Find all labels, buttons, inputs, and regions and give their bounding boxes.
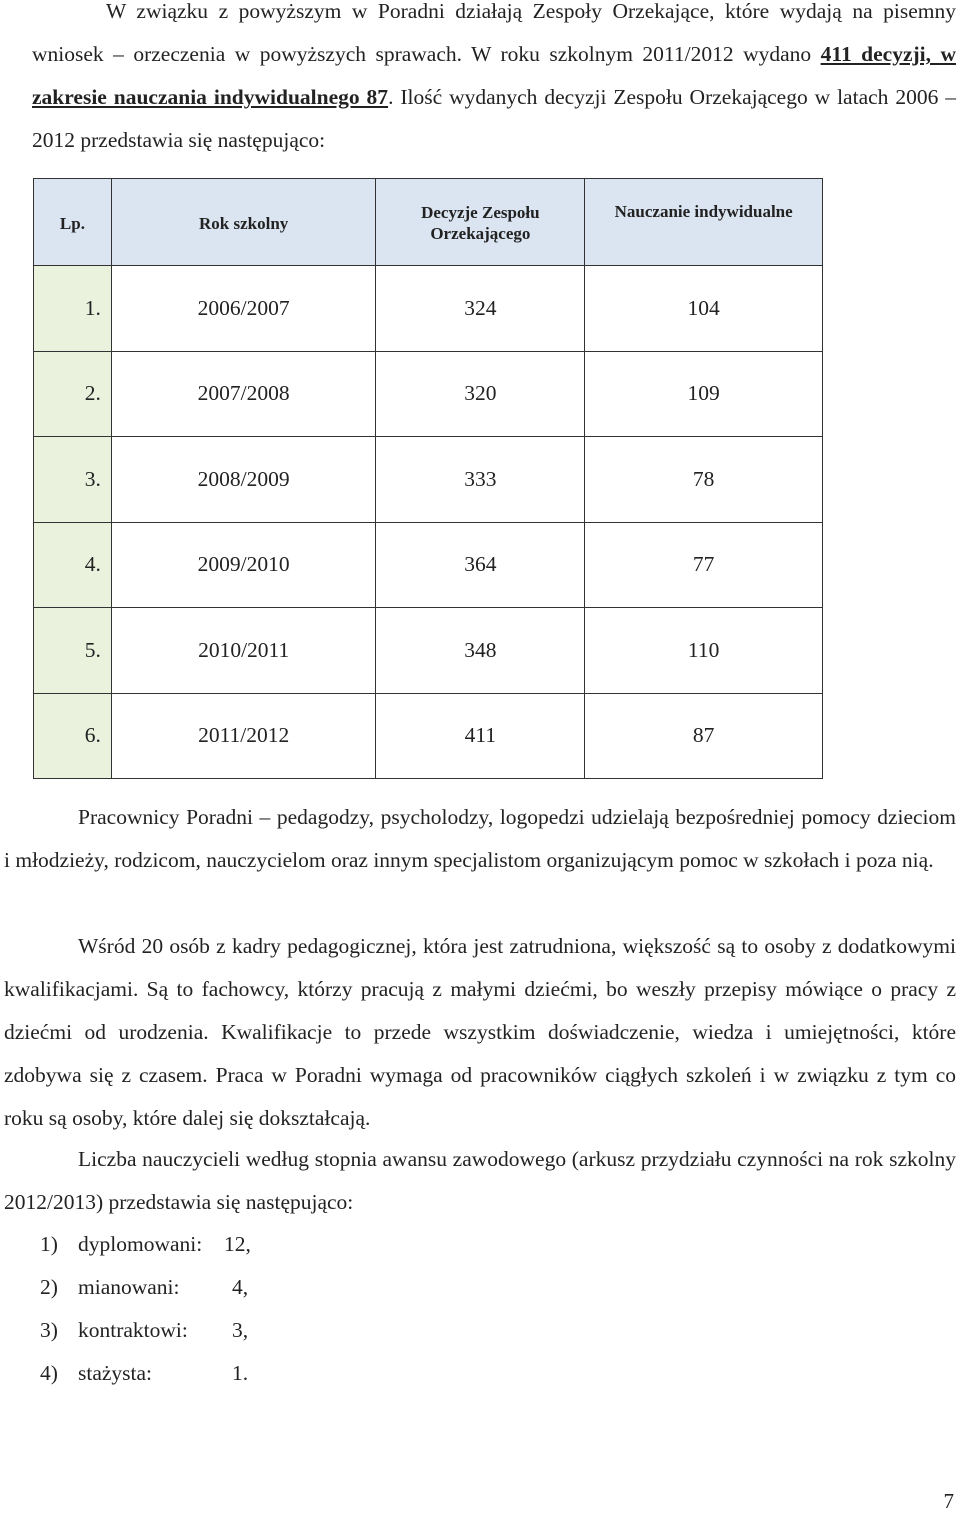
- cell-individual: 77: [585, 522, 823, 608]
- cell-year: 2006/2007: [111, 266, 376, 352]
- header-decisions-label: Decyzje Zespołu Orzekającego: [421, 203, 540, 243]
- paragraph-qualifications: Wśród 20 osób z kadry pedagogicznej, która jest zatrudniona, większość są to osoby z dodatkowymi kwalifikacjami. Są to fachowcy, którzy pracują z małymi dziećmi, bo weszły przepisy mówiące o pracy z dziećmi od urodzenia. Kwalifikacje to przede wszystkim doświadczenie, wiedza i umiejętności, które zdobywa się z czasem. Praca w Poradni wymaga od pracowników ciągłych szkoleń i w związku z tym co roku są osoby, które dalej się dokształcają.: [4, 934, 956, 1130]
- list-item: [40, 1223, 251, 1266]
- cell-lp: 6.: [34, 693, 112, 779]
- list-item-number: 4): [40, 1361, 58, 1385]
- cell-decisions: 324: [376, 266, 585, 352]
- list-item-number: 3): [40, 1318, 58, 1342]
- para1-text-after: . Ilość wydanych decyzji Zespołu Orzekającego w latach 2006 – 2012 przedstawia się następująco:: [32, 85, 956, 152]
- cell-decisions: 411: [376, 693, 585, 779]
- header-decisions: [376, 179, 585, 266]
- cell-lp: 4.: [34, 522, 112, 608]
- para1-text-before: W związku z powyższym w Poradni działają Zespoły Orzekające, które wydają na pisemny wniosek – orzeczenia w powyższych sprawach. W roku szkolnym 2011/2012 wydano: [32, 0, 956, 66]
- paragraph-staff-help: Pracownicy Poradni – pedagodzy, psycholodzy, logopedzi udzielają bezpośredniej pomocy dzieciom i młodzieży, rodzicom, nauczycielom oraz innym specjalistom organizującym pomoc w szkołach i poza nią.: [4, 805, 956, 872]
- cell-individual: 78: [585, 437, 823, 523]
- table-row: [34, 437, 823, 523]
- list-item-label: stażysta:: [78, 1361, 153, 1385]
- list-item-label: mianowani:: [78, 1275, 180, 1299]
- cell-decisions: 348: [376, 608, 585, 694]
- teacher-levels-list: [40, 1223, 251, 1395]
- table-row: [34, 608, 823, 694]
- cell-individual: 110: [585, 608, 823, 694]
- header-individual: Nauczanie indywidualne: [585, 179, 823, 266]
- header-year: Rok szkolny: [111, 179, 376, 266]
- list-item-label: dyplomowani:: [78, 1232, 203, 1256]
- cell-lp: 3.: [34, 437, 112, 523]
- header-lp: Lp.: [34, 179, 112, 266]
- cell-year: 2009/2010: [111, 522, 376, 608]
- table-header-row: [34, 179, 823, 266]
- table-row: [34, 351, 823, 437]
- cell-decisions: 320: [376, 351, 585, 437]
- decisions-table: [33, 178, 823, 779]
- page-number: 7: [943, 1489, 954, 1513]
- cell-year: 2008/2009: [111, 437, 376, 523]
- list-item-value: 12,: [224, 1232, 251, 1256]
- list-item-number: 2): [40, 1275, 58, 1299]
- table-row: [34, 266, 823, 352]
- cell-decisions: 333: [376, 437, 585, 523]
- cell-lp: 2.: [34, 351, 112, 437]
- cell-year: 2010/2011: [111, 608, 376, 694]
- list-item-value: 4,: [232, 1275, 249, 1299]
- paragraph-teacher-levels: Liczba nauczycieli według stopnia awansu zawodowego (arkusz przydziału czynności na rok szkolny 2012/2013) przedstawia się następująco:: [4, 1147, 956, 1214]
- cell-decisions: 364: [376, 522, 585, 608]
- list-item: [40, 1352, 249, 1395]
- list-item: [40, 1266, 249, 1309]
- cell-lp: 1.: [34, 266, 112, 352]
- cell-year: 2007/2008: [111, 351, 376, 437]
- cell-individual: 104: [585, 266, 823, 352]
- para1-underlined-text: 411 decyzji, w zakresie nauczania indywidualnego 87: [32, 42, 957, 109]
- list-item-label: kontraktowi:: [78, 1318, 188, 1342]
- list-item-value: 1.: [232, 1361, 249, 1385]
- table-row: [34, 693, 823, 779]
- list-item-value: 3,: [232, 1318, 249, 1342]
- cell-lp: 5.: [34, 608, 112, 694]
- cell-individual: 87: [585, 693, 823, 779]
- cell-year: 2011/2012: [111, 693, 376, 779]
- paragraph-decisions-intro: [32, 0, 956, 162]
- cell-individual: 109: [585, 351, 823, 437]
- list-item: [40, 1309, 249, 1352]
- table-row: [34, 522, 823, 608]
- list-item-number: 1): [40, 1232, 58, 1256]
